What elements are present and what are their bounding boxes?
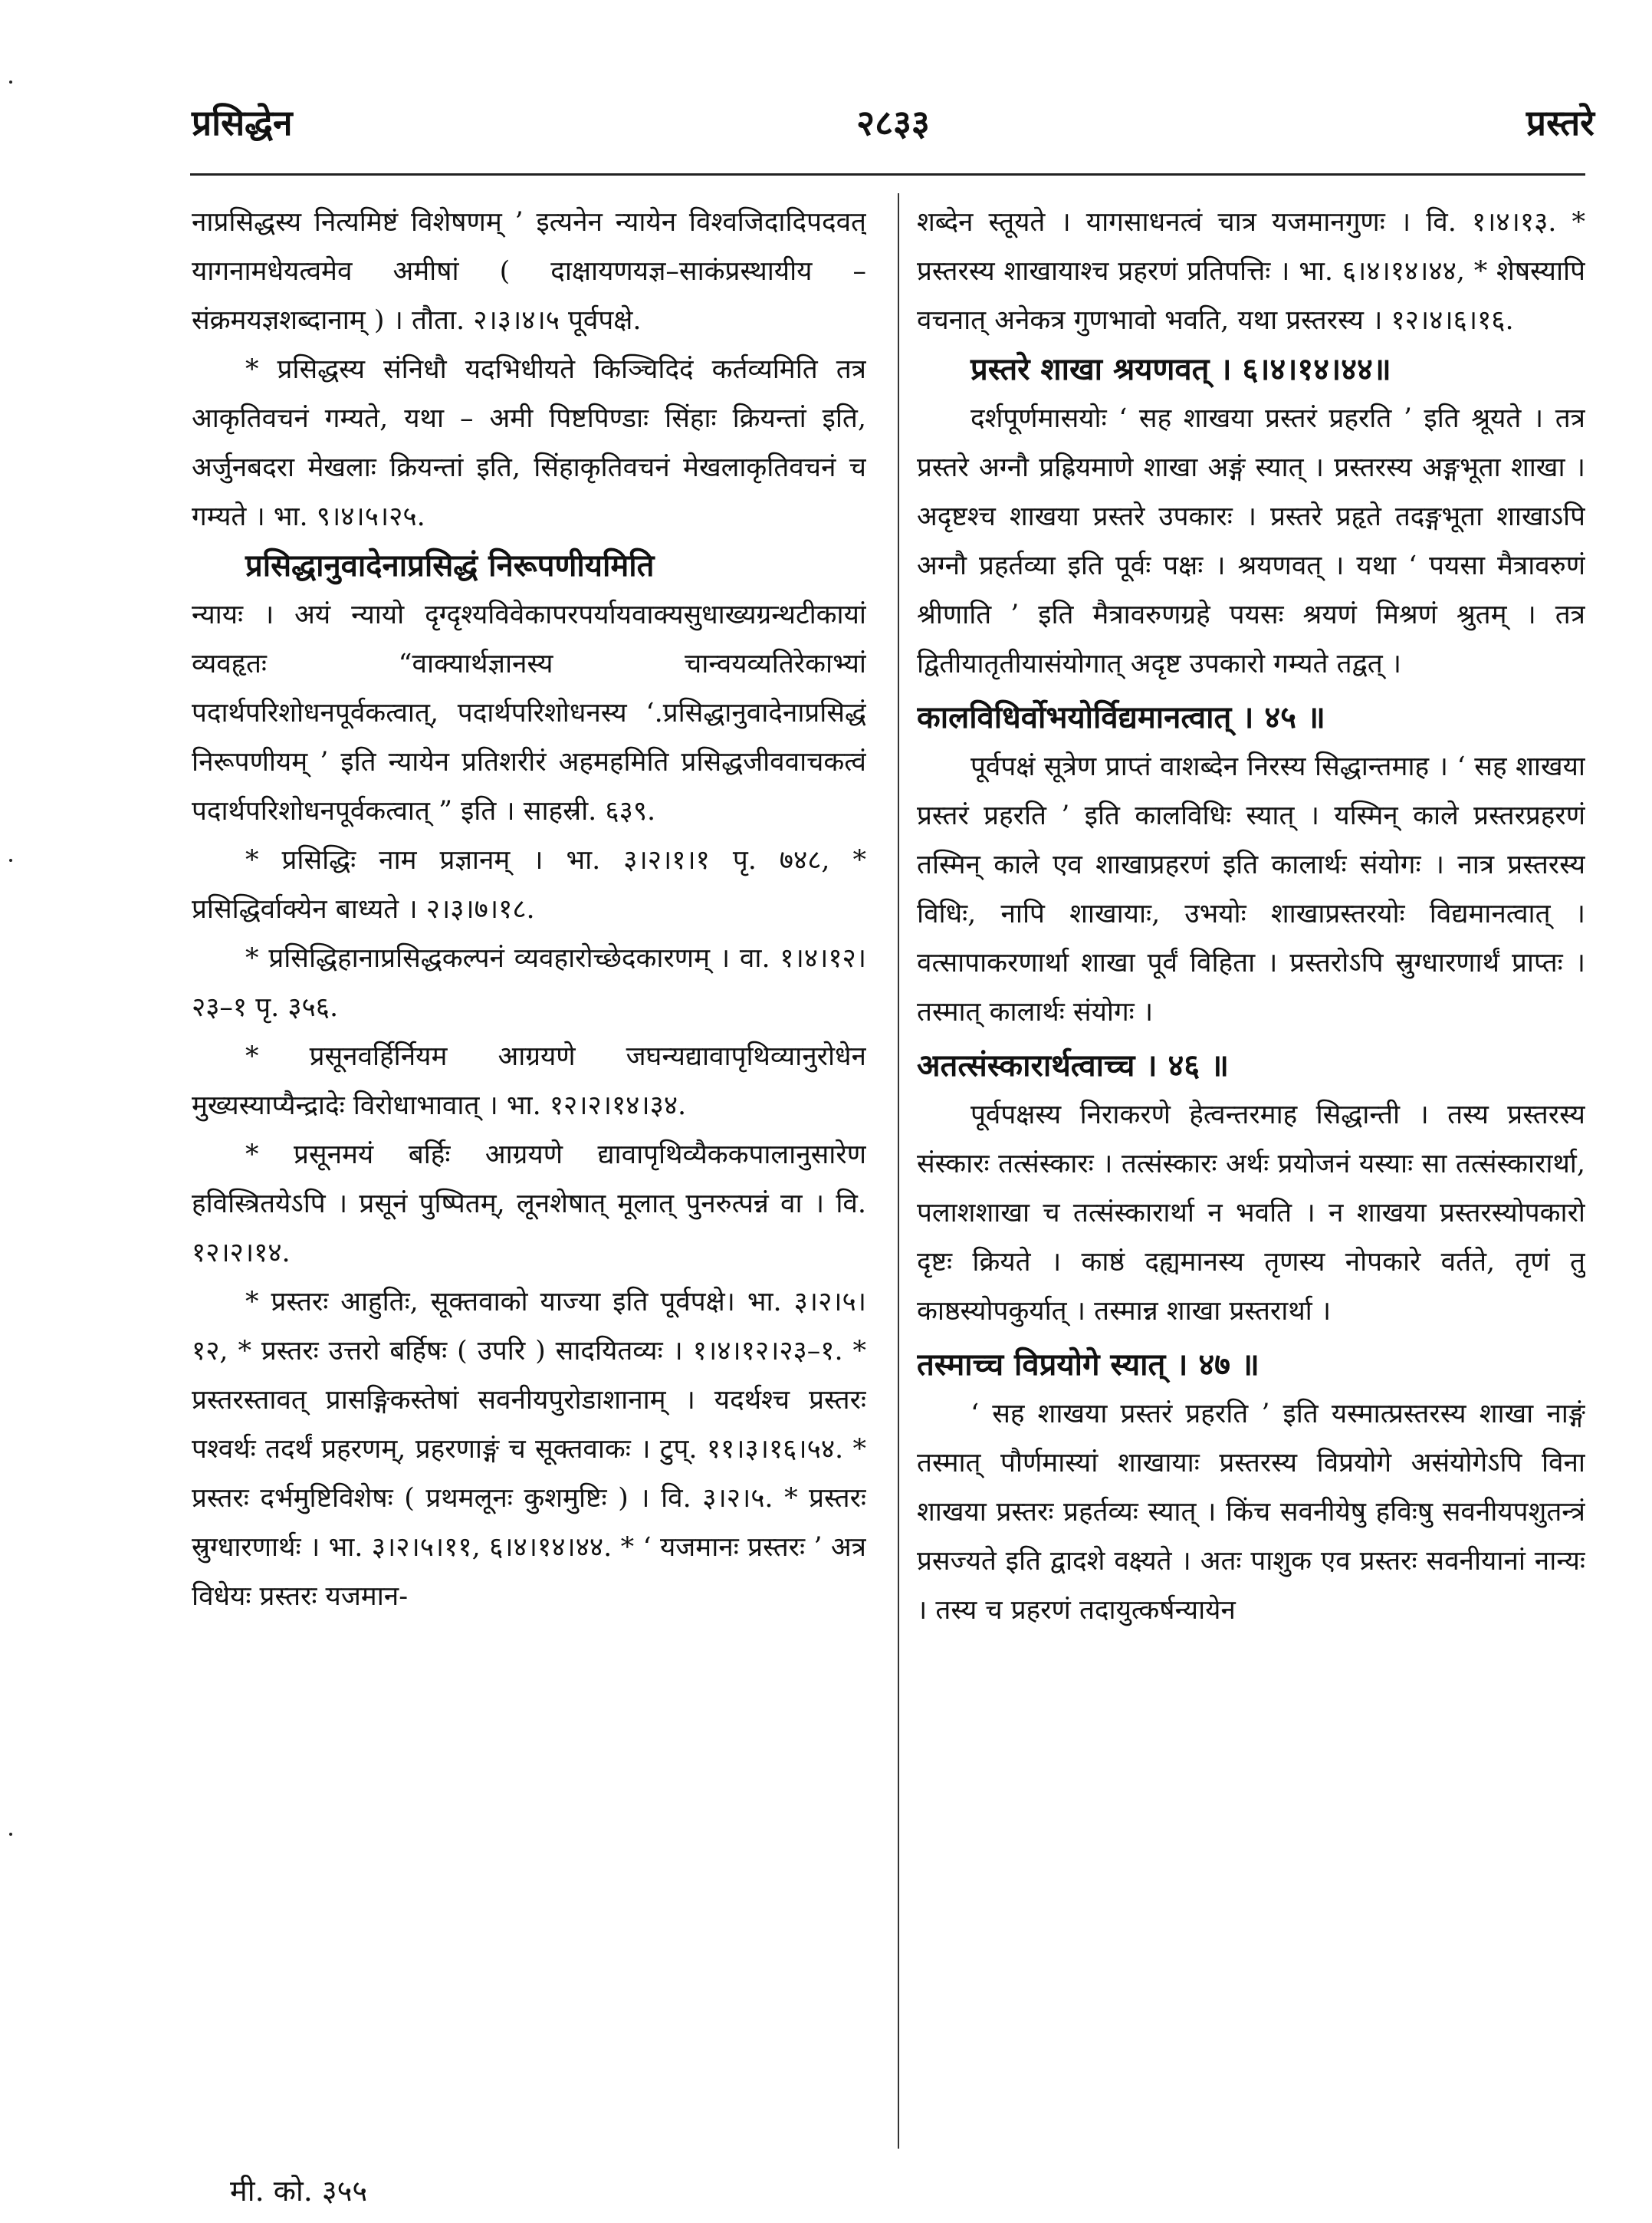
right-column bbox=[917, 198, 1585, 2161]
entry-paragraph: * प्रसिद्धिहानाप्रसिद्धकल्पनं व्यवहारोच्छेदकारणम् । वा. १।४।१२।२३–१ पृ. ३५६. bbox=[192, 943, 866, 1023]
page-header bbox=[192, 98, 1595, 167]
maxim-heading: प्रसिद्धानुवादेनाप्रसिद्धं निरूपणीयमिति bbox=[245, 548, 655, 584]
signature-mark: मी. को. ३५५ bbox=[230, 2174, 368, 2208]
entry-paragraph: पूर्वपक्षं सूत्रेण प्राप्तं वाशब्देन निरस्य सिद्धान्तमाह । ‘ सह शाखया प्रस्तरं प्रहरति ’ इति कालविधिः स्यात् । यस्मिन् काले प्रस्तरप्रहरणं तस्मिन् काले एव शाखाप्रहरणं इति कालार्थः संयोगः । नात्र प्रस्तरस्य विधिः, नापि शाखायाः, उभयोः शाखाप्रस्तरयोः विद्यमानत्वात् । वत्सापाकरणार्था शाखा पूर्वं विहिता । प्रस्तरोऽपि स्रुग्धारणार्थं प्राप्तः । तस्मात् कालार्थः संयोगः । bbox=[917, 751, 1585, 1028]
entry-paragraph: नाप्रसिद्धस्य नित्यमिष्टं विशेषणम् ’ इत्यनेन न्यायेन विश्वजिदादिपदवत् यागनामधेयत्वमेव अमीषां ( दाक्षायणयज्ञ–साकंप्रस्थायीय – संक्रमयज्ञशब्दानाम् ) । तौता. २।३।४।५ पूर्वपक्षे. bbox=[192, 207, 866, 336]
sutra-heading: तस्माच्च विप्रयोगे स्यात् । ४७ ॥ bbox=[917, 1347, 1260, 1383]
entry-paragraph: * प्रसूनवर्हिर्नियम आग्रयणे जघन्यद्यावापृथिव्यानुरोधेन मुख्यस्याप्यैन्द्रादेः विरोधाभावात् । भा. १२।२।१४।३४. bbox=[192, 1041, 866, 1121]
entry-paragraph: शब्देन स्तूयते । यागसाधनत्वं चात्र यजमानगुणः । वि. १।४।१३. * प्रस्तरस्य शाखायाश्च प्रहरणं प्रतिपत्तिः । भा. ६।४।१४।४४, * शेषस्यापि वचनात् अनेकत्र गुणभावो भवति, यथा प्रस्तरस्य । १२।४।६।१६. bbox=[917, 207, 1585, 336]
left-headword: प्रसिद्धेन bbox=[192, 102, 293, 143]
entry-paragraph: * प्रसिद्धिः नाम प्रज्ञानम् । भा. ३।२।१।१ पृ. ७४८, * प्रसिद्धिर्वाक्येन बाध्यते । २।३।७।१८. bbox=[192, 845, 866, 925]
left-column bbox=[192, 198, 866, 2161]
entry-paragraph: पूर्वपक्षस्य निराकरणे हेत्वन्तरमाह सिद्धान्ती । तस्य प्रस्तरस्य संस्कारः तत्संस्कारः । तत्संस्कारः अर्थः प्रयोजनं यस्याः सा तत्संस्कारार्था, पलाशशाखा च तत्संस्कारार्था न भवति । न शाखया प्रस्तरस्योपकारो दृष्टः क्रियते । काष्ठं दह्यमानस्य तृणस्य नोपकारे वर्तते, तृणं तु काष्ठस्योपकुर्यात् । तस्मान्न शाखा प्रस्तरार्था । bbox=[917, 1100, 1585, 1327]
scan-speck bbox=[9, 1833, 12, 1836]
scan-speck bbox=[9, 859, 12, 862]
entry-paragraph: * प्रसूनमयं बर्हिः आग्रयणे द्यावापृथिव्यैककपालानुसारेण हविस्त्रितयेऽपि । प्रसूनं पुष्पितम्, लूनशेषात् मूलात् पुनरुत्पन्नं वा । वि. १२।२।१४. bbox=[192, 1139, 866, 1268]
scan-speck bbox=[9, 81, 12, 84]
header-rule bbox=[190, 173, 1585, 176]
page-number: २८३३ bbox=[856, 102, 930, 143]
sutra-heading: कालविधिर्वोभयोर्विद्यमानत्वात् । ४५ ॥ bbox=[917, 699, 1325, 735]
sutra-heading: प्रस्तरे शाखा श्रयणवत् । ६।४।१४।४४॥ bbox=[971, 351, 1391, 387]
column-divider bbox=[898, 193, 899, 2149]
entry-paragraph: * प्रसिद्धस्य संनिधौ यदभिधीयते किञ्चिदिदं कर्तव्यमिति तत्र आकृतिवचनं गम्यते, यथा – अमी पिष्टपिण्डाः सिंहाः क्रियन्तां इति, अर्जुनबदरा मेखलाः क्रियन्तां इति, सिंहाकृतिवचनं मेखलाकृतिवचनं च गम्यते । भा. ९।४।५।२५. bbox=[192, 354, 866, 532]
entry-paragraph: ‘ सह शाखया प्रस्तरं प्रहरति ’ इति यस्मात्प्रस्तरस्य शाखा नाङ्गं तस्मात् पौर्णमास्यां शाखायाः प्रस्तरस्य विप्रयोगे असंयोगेऽपि विना शाखया प्रस्तरः प्रहर्तव्यः स्यात् । किंच सवनीयेषु हविःषु सवनीयपशुतन्त्रं प्रसज्यते इति द्वादशे वक्ष्यते । अतः पाशुक एव प्रस्तरः सवनीयानां नान्यः । तस्य च प्रहरणं तदायुत्कर्षन्यायेन bbox=[917, 1399, 1585, 1626]
entry-paragraph: न्यायः । अयं न्यायो दृग्दृश्यविवेकापरपर्यायवाक्यसुधाख्यग्रन्थटीकायां व्यवहृतः “वाक्यार्थज्ञानस्य चान्वयव्यतिरेकाभ्यां पदार्थपरिशोधनपूर्वकत्वात्, पदार्थपरिशोधनस्य ‘.प्रसिद्धानुवादेनाप्रसिद्धं निरूपणीयम् ’ इति न्यायेन प्रतिशरीरं अहमहमिति प्रसिद्धजीववाचकत्वं पदार्थपरिशोधनपूर्वकत्वात् ” इति । साहस्री. ६३९. bbox=[192, 600, 866, 827]
sutra-heading: अतत्संस्कारार्थत्वाच्च । ४६ ॥ bbox=[917, 1047, 1229, 1084]
right-headword: प्रस्तरे bbox=[1526, 102, 1595, 143]
entry-paragraph: * प्रस्तरः आहुतिः, सूक्तवाको याज्या इति पूर्वपक्षे। भा. ३।२।५।१२, * प्रस्तरः उत्तरो बर्हिषः ( उपरि ) सादयितव्यः । १।४।१२।२३–१. * प्रस्तरस्तावत् प्रासङ्गिकस्तेषां सवनीयपुरोडाशानाम् । यदर्थश्च प्रस्तरः पश्वर्थः तदर्थं प्रहरणम्, प्रहरणाङ्गं च सूक्तवाकः । टुप्. ११।३।१६।५४. * प्रस्तरः दर्भमुष्टिविशेषः ( प्रथमलूनः कुशमुष्टिः ) । वि. ३।२।५. * प्रस्तरः स्रुग्धारणार्थः । भा. ३।२।५।११, ६।४।१४।४४. * ‘ यजमानः प्रस्तरः ’ अत्र विधेयः प्रस्तरः यजमान- bbox=[192, 1287, 866, 1612]
entry-paragraph: दर्शपूर्णमासयोः ‘ सह शाखया प्रस्तरं प्रहरति ’ इति श्रूयते । तत्र प्रस्तरे अग्नौ प्रह्रियमाणे शाखा अङ्गं स्यात् । प्रस्तरस्य अङ्गभूता शाखा । अदृष्टश्च शाखया प्रस्तरे उपकारः । प्रस्तरे प्रहृते तदङ्गभूता शाखाऽपि अग्नौ प्रहर्तव्या इति पूर्वः पक्षः । श्रयणवत् । यथा ‘ पयसा मैत्रावरुणं श्रीणाति ’ इति मैत्रावरुणग्रहे पयसः श्रयणं मिश्रणं श्रुतम् । तत्र द्वितीयातृतीयासंयोगात् अदृष्ट उपकारो गम्यते तद्वत् । bbox=[917, 403, 1585, 679]
